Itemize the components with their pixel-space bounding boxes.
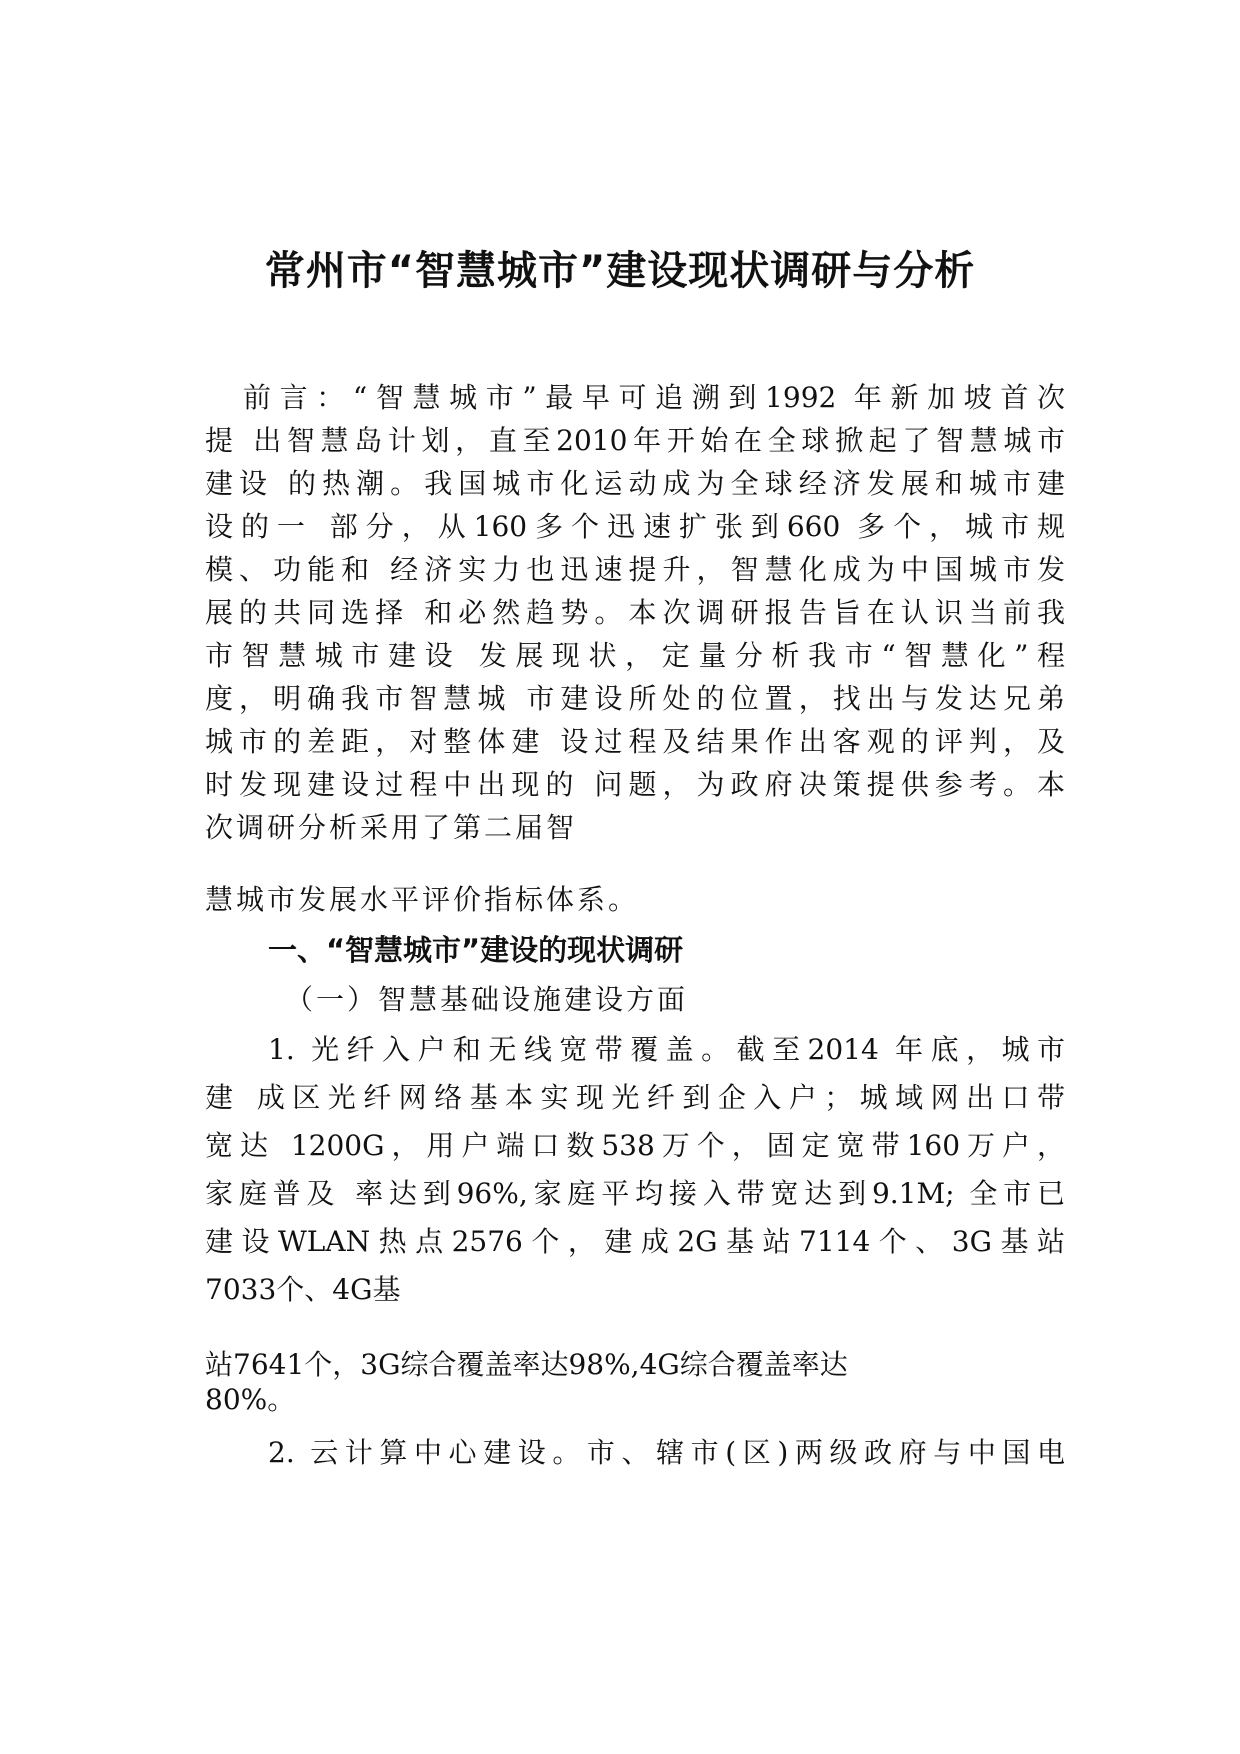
item-1-line-2: 建 成区光纤网络基本实现光纤到企入户；城域网出口带 [205,1081,1065,1114]
preface-line-3: 建设 的热潮。我国城市化运动成为全球经济发展和城市建 [205,467,1065,500]
item-1-line-3: 宽达 1200G，用户端口数538万个，固定宽带160万户， [205,1129,1065,1162]
preface-line-5: 模、功能和 经济实力也迅速提升，智慧化成为中国城市发 [205,553,1065,586]
preface-line-8: 度，明确我市智慧城 市建设所处的位置，找出与发达兄弟 [205,682,1065,715]
item-1-line-4: 家庭普及 率达到96%,家庭平均接入带宽达到9.1M; 全市已 [205,1177,1065,1210]
preface-line-6: 展的共同选择 和必然趋势。本次调研报告旨在认识当前我 [205,596,1065,629]
item-1-line-5: 建设WLAN热点2576个，建成2G基站7114个、3G基站 [205,1225,1065,1258]
preface-line-7: 市智慧城市建设 发展现状，定量分析我市“智慧化”程 [205,639,1065,672]
preface-line-11: 次调研分析采用了第二届智 [205,811,578,844]
item-1-line-1: 1. 光纤入户和无线宽带覆盖。截至2014 年底，城市 [268,1033,1065,1066]
subsection-heading-1: （一）智慧基础设施建设方面 [285,983,689,1016]
item-1-line-8: 80%。 [205,1383,296,1416]
item-1-line-6: 7033个、4G基 [205,1273,401,1306]
section-heading-1: 一、“智慧城市”建设的现状调研 [268,933,684,967]
preface-line-2: 提 出智慧岛计划，直至2010年开始在全球掀起了智慧城市 [205,424,1065,457]
preface-line-12: 慧城市发展水平评价指标体系。 [205,883,640,916]
document-title: 常州市“智慧城市”建设现状调研与分析 [264,248,976,294]
item-1-line-7: 站7641个，3G综合覆盖率达98%,4G综合覆盖率达 [205,1348,848,1381]
preface-line-10: 时发现建设过程中出现的 问题，为政府决策提供参考。本 [205,768,1065,801]
preface-line-1: 前言：“智慧城市”最早可追溯到1992 年新加坡首次 [243,381,1065,414]
preface-line-9: 城市的差距，对整体建 设过程及结果作出客观的评判，及 [205,725,1065,758]
item-2-line-1: 2. 云计算中心建设。市、辖市(区)两级政府与中国电 [268,1436,1065,1469]
preface-line-4: 设的一 部分，从160多个迅速扩张到660 多个，城市规 [205,510,1065,543]
